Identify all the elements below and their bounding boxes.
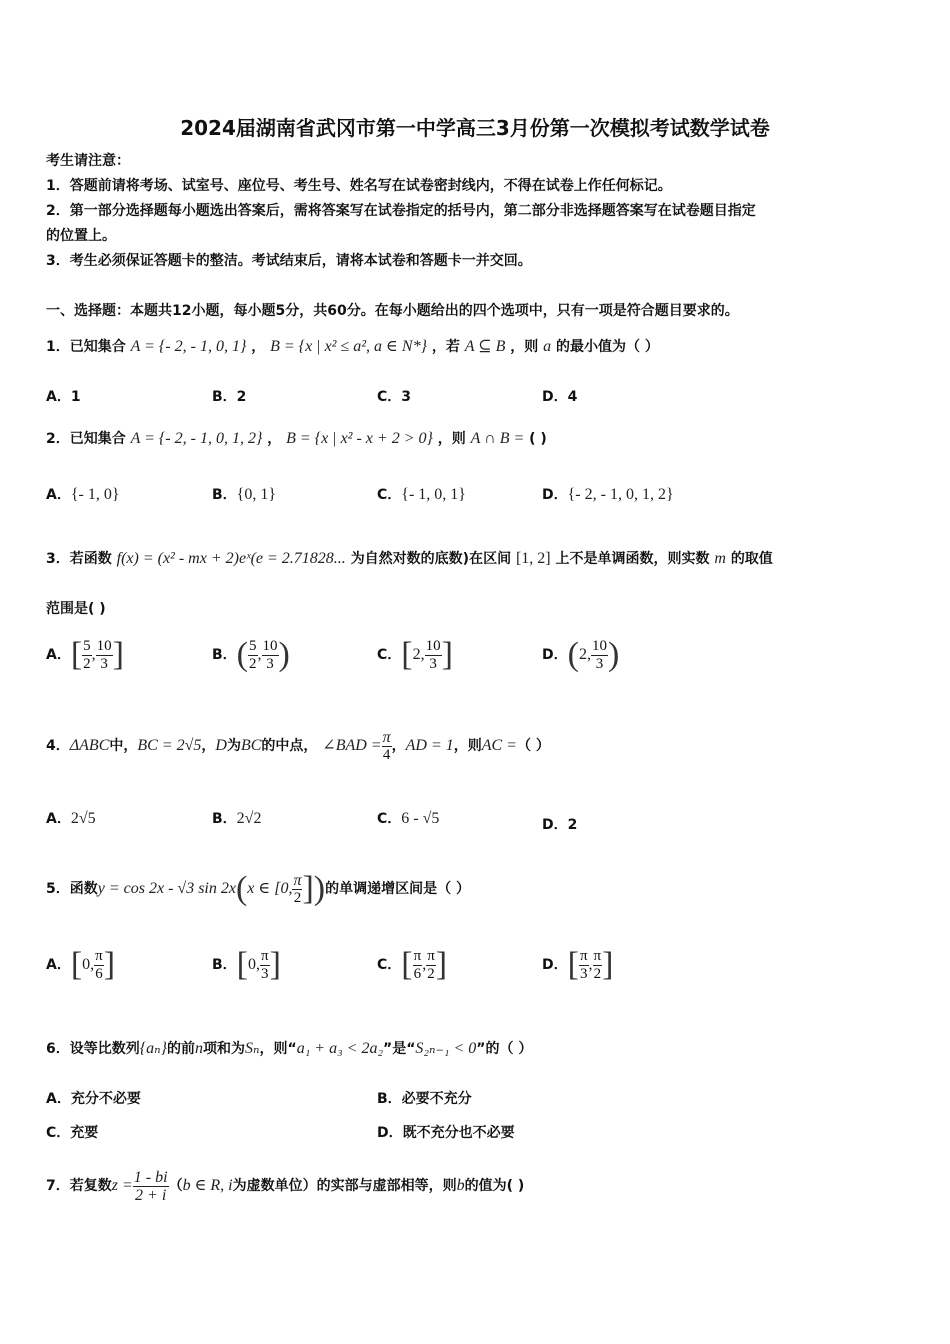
section-heading: 一、选择题：本题共12小题，每小题5分，共60分。在每小题给出的四个选项中，只有一项是符合题目要求的。: [46, 303, 739, 319]
option-a[interactable]: A．1: [46, 389, 81, 405]
set-b: B = {x | x² ≤ a², a ∈ N*}: [270, 338, 427, 355]
option-c[interactable]: C．[2, $\frac{10}{3}$ ]: [377, 636, 453, 673]
question-2: 2．已知集合 A = {- 2, - 1, 0, 1, 2} ， B = {x | x² - x + 2 > 0} ，则 A ∩ B = ( ): [46, 430, 547, 447]
page-title: 2024届湖南省武冈市第一中学高三3月份第一次模拟考试数学试卷: [180, 116, 770, 140]
notice-heading: 考生请注意：: [46, 153, 130, 169]
option-c[interactable]: C．3: [377, 389, 412, 405]
option-b[interactable]: B．{0, 1}: [212, 486, 277, 503]
option-a[interactable]: A．[ $\frac{5}{2}$ , $\frac{10}{3}$ ]: [46, 636, 124, 673]
notice-item: 2．第一部分选择题每小题选出答案后，需将答案写在试卷指定的括号内，第二部分非选择题答案写在试卷题目指定: [46, 203, 756, 219]
notice-item: 3．考生必须保证答题卡的整洁。考试结束后，请将本试卷和答题卡一并交回。: [46, 253, 532, 269]
question-3-cont: 范围是( ): [46, 601, 106, 617]
option-a[interactable]: A．{- 1, 0}: [46, 486, 120, 503]
option-a[interactable]: A．充分不必要: [46, 1091, 141, 1107]
option-b[interactable]: B．2: [212, 389, 247, 405]
option-b[interactable]: B．2√2: [212, 810, 262, 827]
option-b[interactable]: B．( $\frac{5}{2}$ , $\frac{10}{3}$ ): [212, 636, 290, 673]
option-a[interactable]: A．[0, $\frac{\pi}{6}$ ]: [46, 946, 116, 983]
question-6: 6．设等比数列{aₙ}的前n项和为Sₙ，则“a₁ + a₃ < 2a₂”是“S₂ₙ₋₁ < 0”的（ ）: [46, 1040, 533, 1057]
option-b[interactable]: B．[0, $\frac{\pi}{3}$ ]: [212, 946, 281, 983]
question-7: 7．若复数z = $\frac{1 - bi}{2 + i}$ （b ∈ R, i为虚数单位）的实部与虚部相等，则b的值为( ): [46, 1168, 525, 1204]
option-c[interactable]: C．6 - √5: [377, 810, 440, 827]
option-d[interactable]: D．既不充分也不必要: [377, 1125, 515, 1141]
option-b[interactable]: B．必要不充分: [377, 1091, 472, 1107]
question-3: 3．若函数 f(x) = (x² - mx + 2)eˣ(e = 2.71828... 为自然对数的底数)在区间 [1, 2] 上不是单调函数，则实数 m 的取值: [46, 550, 773, 567]
option-c[interactable]: C．充要: [46, 1125, 99, 1141]
option-c[interactable]: C．[ $\frac{\pi}{6}$ , $\frac{\pi}{2}$ ]: [377, 946, 448, 983]
notice-item: 的位置上。: [46, 228, 116, 244]
set-a: A = {- 2, - 1, 0, 1}: [130, 338, 247, 355]
question-5: 5．函数y = cos 2x - √3 sin 2x(x ∈ [0, $\frac{\pi}{2}$ ])的单调递增区间是（ ）: [46, 870, 471, 907]
function-expression: f(x) = (x² - mx + 2)eˣ(e = 2.71828...: [116, 550, 346, 567]
option-d[interactable]: D．2: [542, 817, 578, 833]
option-d[interactable]: D．[ $\frac{\pi}{3}$ , $\frac{\pi}{2}$ ]: [542, 946, 614, 983]
option-d[interactable]: D．(2, $\frac{10}{3}$ ): [542, 636, 620, 673]
question-4: 4．ΔABC中，BC = 2√5，D为BC的中点， ∠BAD = $\frac{\pi}{4}$ ，AD = 1，则AC =（ ）: [46, 728, 550, 763]
question-1: 1．已知集合 A = {- 2, - 1, 0, 1} ， B = {x | x² ≤ a², a ∈ N*} ，若 A ⊆ B ，则 a 的最小值为（ ）: [46, 338, 659, 355]
set-b: B = {x | x² - x + 2 > 0}: [286, 430, 433, 447]
notice-item: 1．答题前请将考场、试室号、座位号、考生号、姓名写在试卷密封线内，不得在试卷上作任何标记。: [46, 178, 672, 194]
option-c[interactable]: C．{- 1, 0, 1}: [377, 486, 466, 503]
option-a[interactable]: A．2√5: [46, 810, 96, 827]
option-d[interactable]: D．4: [542, 389, 578, 405]
set-a: A = {- 2, - 1, 0, 1, 2}: [130, 430, 263, 447]
option-d[interactable]: D．{- 2, - 1, 0, 1, 2}: [542, 486, 674, 503]
